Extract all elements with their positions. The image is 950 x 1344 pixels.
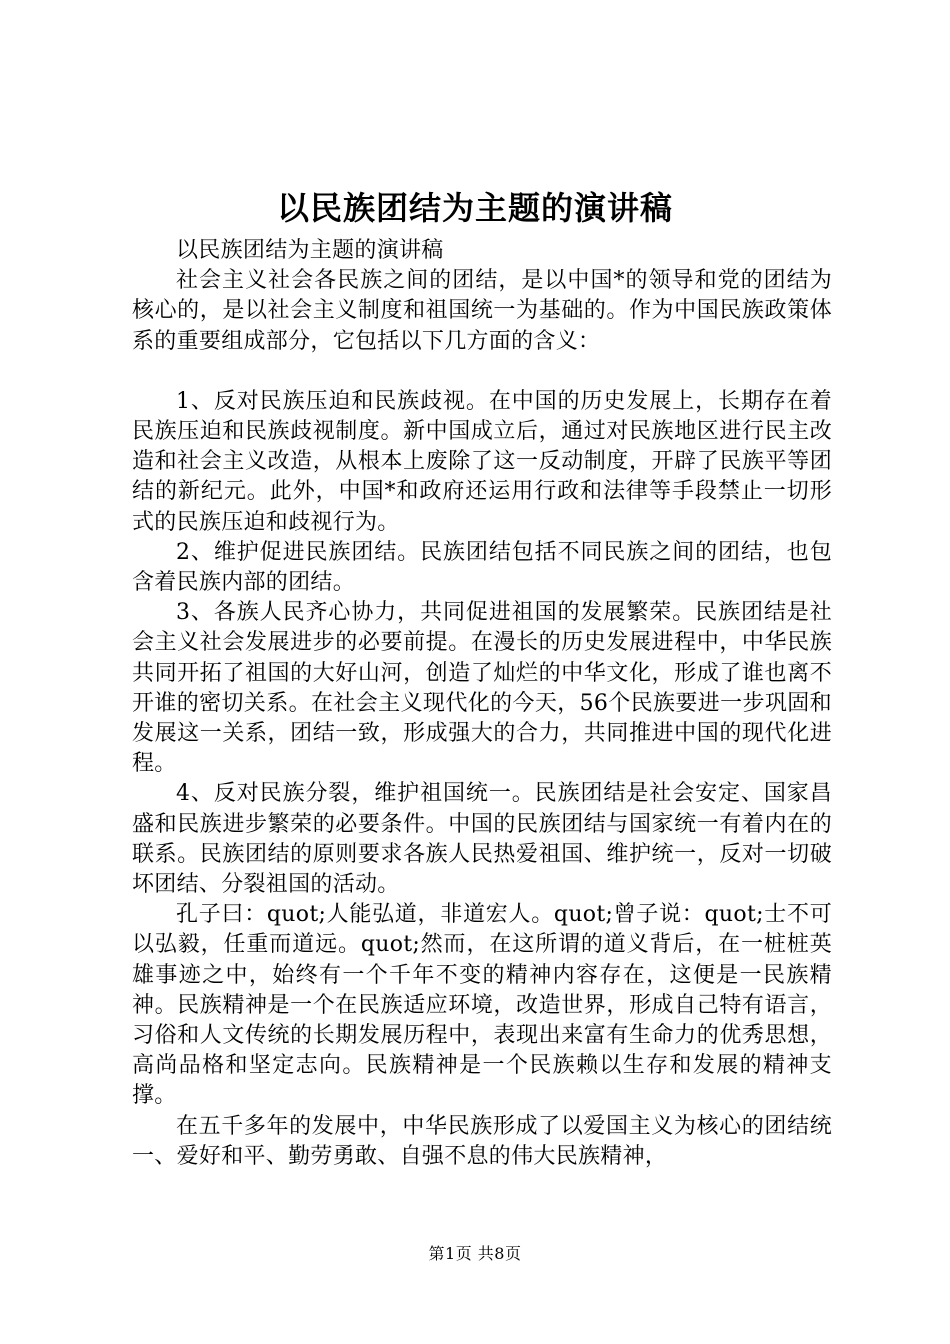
paragraph-national-spirit: 孔子曰：quot;人能弘道，非道宏人。quot;曾子说：quot;士不可以弘毅，任重而道远。quot;然而，在这所谓的道义背后，在一桩桩英雄事迹之中，始终有一个千年不变的精神内容存在，这便是一民族精神。民族精神是一个在民族适应环境，改造世界，形成自己特有语言，习俗和人文传统的长期发展历程中，表现出来富有生命力的优秀思想，高尚品格和坚定志向。民族精神是一个民族赖以生存和发展的精神支撑。 <box>132 902 832 1109</box>
paragraph-intro: 社会主义社会各民族之间的团结，是以中国*的领导和党的团结为核心的，是以社会主义制度和祖国统一为基础的。作为中国民族政策体系的重要组成部分，它包括以下几方面的含义： <box>132 268 832 354</box>
page-title: 以民族团结为主题的演讲稿 <box>276 189 673 227</box>
document-body <box>132 236 832 1172</box>
paragraph-blank <box>132 357 832 387</box>
paragraph-point-4: 4、反对民族分裂，维护祖国统一。民族团结是社会安定、国家昌盛和民族进步繁荣的必要条件。中国的民族团结与国家统一有着内在的联系。民族团结的原则要求各族人民热爱祖国、维护统一，反对一切破坏团结、分裂祖国的活动。 <box>132 781 832 898</box>
paragraph-point-3: 3、各族人民齐心协力，共同促进祖国的发展繁荣。民族团结是社会主义社会发展进步的必要前提。在漫长的历史发展进程中，中华民族共同开拓了祖国的大好山河，创造了灿烂的中华文化，形成了谁也离不开谁的密切关系。在社会主义现代化的今天，56个民族要进一步巩固和发展这一关系，团结一致，形成强大的合力，共同推进中国的现代化进程。 <box>132 600 832 777</box>
paragraph-point-1: 1、反对民族压迫和民族歧视。在中国的历史发展上，长期存在着民族压迫和民族歧视制度。新中国成立后，通过对民族地区进行民主改造和社会主义改造，从根本上废除了这一反动制度，开辟了民族平等团结的新纪元。此外，中国*和政府还运用行政和法律等手段禁止一切形式的民族压迫和歧视行为。 <box>132 388 832 535</box>
page-footer: 第1页 共8页 <box>428 1244 522 1263</box>
paragraph-five-thousand-years: 在五千多年的发展中，中华民族形成了以爱国主义为核心的团结统一、爱好和平、勤劳勇敢、自强不息的伟大民族精神， <box>132 1113 832 1169</box>
paragraph-subtitle: 以民族团结为主题的演讲稿 <box>176 238 444 263</box>
paragraph-point-2: 2、维护促进民族团结。民族团结包括不同民族之间的团结，也包含着民族内部的团结。 <box>132 539 832 596</box>
